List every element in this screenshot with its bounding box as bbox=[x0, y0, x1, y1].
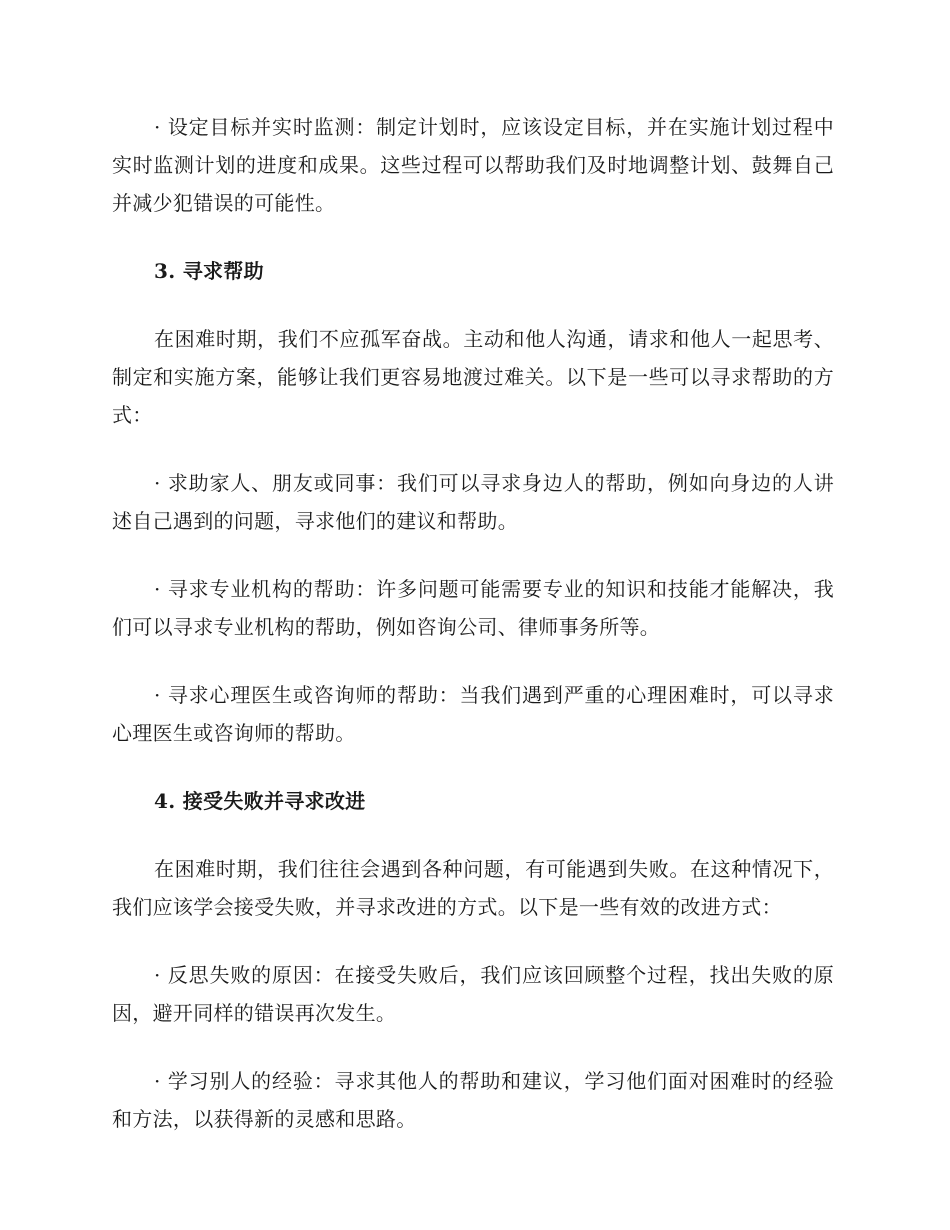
bullet-set-goals-monitor: · 设定目标并实时监测：制定计划时，应该设定目标，并在实施计划过程中实时监测计划的进度和成果。这些过程可以帮助我们及时地调整计划、鼓舞自己并减少犯错误的可能性。 bbox=[112, 115, 834, 215]
section-heading-accept-failure: 4. 接受失败并寻求改进 bbox=[154, 789, 366, 813]
paragraph-accept-failure-intro: 在困难时期，我们往往会遇到各种问题，有可能遇到失败。在这种情况下，我们应该学会接受失败，并寻求改进的方式。以下是一些有效的改进方式： bbox=[112, 857, 834, 919]
section-heading-seek-help: 3. 寻求帮助 bbox=[154, 259, 264, 283]
bullet-professional-agency: · 寻求专业机构的帮助：许多问题可能需要专业的知识和技能才能解决，我们可以寻求专业机构的帮助，例如咨询公司、律师事务所等。 bbox=[112, 577, 834, 639]
bullet-family-friends: · 求助家人、朋友或同事：我们可以寻求身边人的帮助，例如向身边的人讲述自己遇到的问题，寻求他们的建议和帮助。 bbox=[112, 471, 834, 533]
paragraph-seek-help-intro: 在困难时期，我们不应孤军奋战。主动和他人沟通，请求和他人一起思考、制定和实施方案，能够让我们更容易地渡过难关。以下是一些可以寻求帮助的方式： bbox=[112, 327, 834, 427]
bullet-learn-experience: · 学习别人的经验：寻求其他人的帮助和建议，学习他们面对困难时的经验和方法，以获得新的灵感和思路。 bbox=[112, 1069, 834, 1131]
bullet-psychologist: · 寻求心理医生或咨询师的帮助：当我们遇到严重的心理困难时，可以寻求心理医生或咨询师的帮助。 bbox=[112, 683, 834, 745]
bullet-reflect-causes: · 反思失败的原因：在接受失败后，我们应该回顾整个过程，找出失败的原因，避开同样的错误再次发生。 bbox=[112, 963, 834, 1025]
document-body bbox=[112, 108, 834, 1168]
